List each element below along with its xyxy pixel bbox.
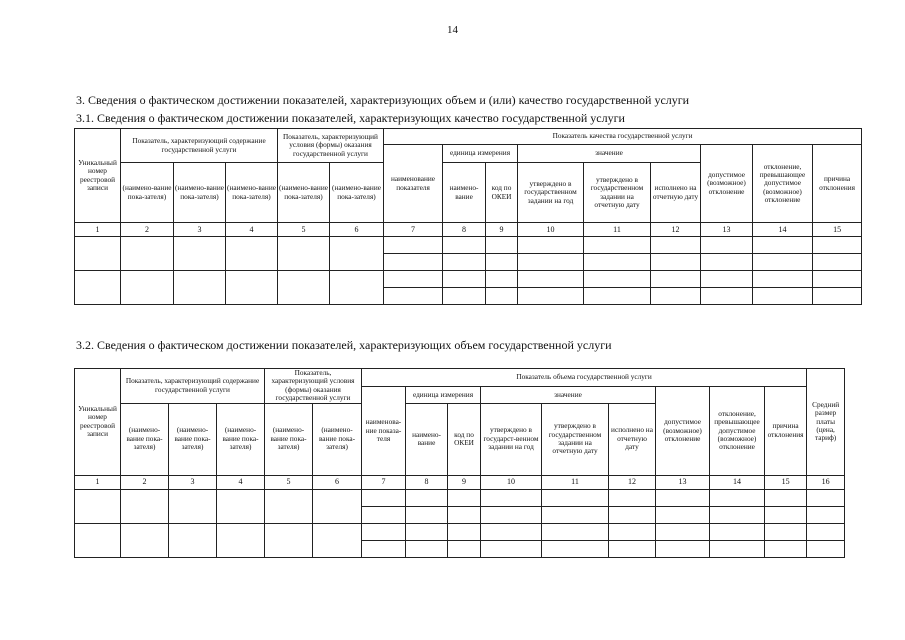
empty-cell (701, 288, 753, 305)
column-number: 4 (226, 223, 278, 237)
empty-cell (169, 489, 217, 523)
column-number: 11 (542, 475, 609, 489)
empty-cell (584, 237, 651, 254)
column-number: 15 (765, 475, 807, 489)
empty-cell (807, 506, 845, 523)
avg-fee-header: Средний размер платы (цена, тариф) (807, 369, 845, 476)
column-number: 8 (406, 475, 448, 489)
empty-cell (656, 540, 710, 557)
column-number: 12 (609, 475, 656, 489)
empty-cell (362, 506, 406, 523)
sub-indicator-name: (наимено-вание пока-зателя) (278, 163, 330, 223)
approved-year-header: утверждено в государственном задании на год (518, 163, 584, 223)
empty-cell (75, 523, 121, 557)
empty-cell (406, 489, 448, 506)
allowed-deviation-header: допустимое (возможное) отклонение (701, 145, 753, 223)
empty-cell (518, 288, 584, 305)
empty-cell (265, 489, 313, 523)
sub-indicator-name: (наимено-вание пока-зателя) (217, 403, 265, 475)
approved-date-header: утверждено в государственном задании на отчетную дату (542, 403, 609, 475)
empty-cell (710, 540, 765, 557)
sub-indicator-name: (наимено-вание пока-зателя) (226, 163, 278, 223)
empty-cell (174, 237, 226, 271)
column-number: 4 (217, 475, 265, 489)
empty-cell (121, 523, 169, 557)
empty-cell (443, 237, 486, 254)
okei-code-header: код по ОКЕИ (486, 163, 518, 223)
empty-cell (443, 271, 486, 288)
executed-date-header: исполнено на отчетную дату (651, 163, 701, 223)
empty-cell (406, 540, 448, 557)
empty-cell (265, 523, 313, 557)
column-number: 13 (656, 475, 710, 489)
table-row (75, 523, 845, 540)
content-indicator-header: Показатель, характеризующий содержание государственной услуги (121, 129, 278, 163)
empty-cell (443, 288, 486, 305)
sub-indicator-name: (наимено-вание пока-зателя) (121, 403, 169, 475)
approved-year-header: утверждено в государст-венном задании на год (481, 403, 542, 475)
empty-cell (765, 506, 807, 523)
column-number: 14 (710, 475, 765, 489)
empty-cell (330, 271, 384, 305)
column-number: 1 (75, 475, 121, 489)
empty-cell (542, 523, 609, 540)
empty-cell (174, 271, 226, 305)
section-3-2-title: 3.2. Сведения о фактическом достижении показателей, характеризующих объем государственной услуги (76, 338, 612, 352)
empty-cell (406, 506, 448, 523)
empty-cell (448, 506, 481, 523)
empty-cell (384, 237, 443, 254)
sub-indicator-name: (наимено-вание пока-зателя) (313, 403, 362, 475)
section-3-1-title: 3.1. Сведения о фактическом достижении показателей, характеризующих качество государственной услуги (76, 111, 625, 125)
empty-cell (651, 254, 701, 271)
empty-cell (701, 237, 753, 254)
column-number: 5 (278, 223, 330, 237)
empty-cell (753, 288, 813, 305)
empty-cell (609, 540, 656, 557)
empty-cell (542, 540, 609, 557)
empty-cell (278, 237, 330, 271)
table-row (75, 489, 845, 506)
empty-cell (609, 489, 656, 506)
sub-indicator-name: (наимено-вание пока-зателя) (169, 403, 217, 475)
empty-cell (609, 523, 656, 540)
column-number: 6 (330, 223, 384, 237)
column-number: 2 (121, 475, 169, 489)
empty-cell (807, 523, 845, 540)
column-number: 16 (807, 475, 845, 489)
empty-cell (753, 254, 813, 271)
volume-indicators-table (74, 368, 845, 558)
empty-cell (518, 254, 584, 271)
empty-cell (75, 489, 121, 523)
empty-cell (813, 271, 862, 288)
column-number: 7 (384, 223, 443, 237)
empty-cell (362, 489, 406, 506)
empty-cell (362, 523, 406, 540)
table-row (75, 271, 862, 288)
unit-header: единица измерения (406, 387, 481, 404)
empty-cell (226, 237, 278, 271)
empty-cell (765, 489, 807, 506)
unit-header: единица измерения (443, 145, 518, 163)
indicator-name-header: наименова-ние показа-теля (362, 387, 406, 476)
deviation-reason-header: причина отклонения (813, 145, 862, 223)
column-number: 3 (169, 475, 217, 489)
empty-cell (710, 506, 765, 523)
value-header: значение (481, 387, 656, 404)
empty-cell (443, 254, 486, 271)
page-number: 14 (447, 24, 458, 36)
empty-cell (330, 237, 384, 271)
exceeding-deviation-header: отклонение, превышающее допустимое (возможное) отклонение (753, 145, 813, 223)
empty-cell (753, 237, 813, 254)
empty-cell (710, 489, 765, 506)
empty-cell (518, 237, 584, 254)
empty-cell (813, 288, 862, 305)
quality-indicator-header: Показатель качества государственной услуги (384, 129, 862, 145)
empty-cell (278, 271, 330, 305)
conditions-indicator-header: Показатель, характеризующий условия (формы) оказания государственной услуги (265, 369, 362, 404)
empty-cell (121, 237, 174, 271)
empty-cell (486, 288, 518, 305)
empty-cell (710, 523, 765, 540)
empty-cell (584, 288, 651, 305)
empty-cell (75, 237, 121, 271)
conditions-indicator-header: Показатель, характеризующий условия (формы) оказания государственной услуги (278, 129, 384, 163)
empty-cell (481, 523, 542, 540)
sub-indicator-name: (наимено-вание пока-зателя) (174, 163, 226, 223)
empty-cell (384, 288, 443, 305)
column-number: 8 (443, 223, 486, 237)
volume-indicator-header: Показатель объема государственной услуги (362, 369, 807, 387)
empty-cell (486, 254, 518, 271)
empty-cell (656, 523, 710, 540)
empty-cell (542, 506, 609, 523)
approved-date-header: утверждено в государственном задании на отчетную дату (584, 163, 651, 223)
column-number: 6 (313, 475, 362, 489)
okei-code-header: код по ОКЕИ (448, 403, 481, 475)
value-header: значение (518, 145, 701, 163)
empty-cell (481, 506, 542, 523)
empty-cell (448, 489, 481, 506)
empty-cell (169, 523, 217, 557)
empty-cell (753, 271, 813, 288)
column-number: 2 (121, 223, 174, 237)
empty-cell (448, 540, 481, 557)
empty-cell (406, 523, 448, 540)
empty-cell (656, 489, 710, 506)
empty-cell (313, 523, 362, 557)
empty-cell (518, 271, 584, 288)
empty-cell (226, 271, 278, 305)
section-3-title: 3. Сведения о фактическом достижении показателей, характеризующих объем и (или) качество государственной услуги (76, 93, 690, 107)
sub-indicator-name: (наимено-вание пока-зателя) (265, 403, 313, 475)
column-number: 7 (362, 475, 406, 489)
empty-cell (313, 489, 362, 523)
empty-cell (813, 237, 862, 254)
deviation-reason-header: причина отклонения (765, 387, 807, 476)
column-number: 3 (174, 223, 226, 237)
content-indicator-header: Показатель, характеризующий содержание государственной услуги (121, 369, 265, 404)
empty-cell (765, 523, 807, 540)
column-number: 11 (584, 223, 651, 237)
quality-indicators-table (74, 128, 862, 305)
empty-cell (609, 506, 656, 523)
column-number: 12 (651, 223, 701, 237)
empty-cell (384, 254, 443, 271)
column-number: 9 (448, 475, 481, 489)
empty-cell (651, 288, 701, 305)
unique-number-header: Уникальный номер реестровой записи (75, 369, 121, 476)
empty-cell (362, 540, 406, 557)
empty-cell (813, 254, 862, 271)
empty-cell (217, 523, 265, 557)
column-number: 15 (813, 223, 862, 237)
empty-cell (121, 489, 169, 523)
empty-cell (486, 237, 518, 254)
empty-cell (481, 540, 542, 557)
table-row (75, 237, 862, 254)
empty-cell (486, 271, 518, 288)
empty-cell (217, 489, 265, 523)
exceeding-deviation-header: отклонение, превышающее допустимое (возможное) отклонение (710, 387, 765, 476)
unique-number-header: Уникальный номер реестровой записи (75, 129, 121, 223)
empty-cell (448, 523, 481, 540)
empty-cell (701, 271, 753, 288)
empty-cell (384, 271, 443, 288)
empty-cell (651, 237, 701, 254)
empty-cell (542, 489, 609, 506)
indicator-name-header: наименование показателя (384, 145, 443, 223)
empty-cell (75, 271, 121, 305)
column-number: 10 (481, 475, 542, 489)
column-number: 10 (518, 223, 584, 237)
unit-name-header: наимено-вание (443, 163, 486, 223)
column-number: 9 (486, 223, 518, 237)
empty-cell (481, 489, 542, 506)
sub-indicator-name: (наимено-вание пока-зателя) (121, 163, 174, 223)
column-number: 1 (75, 223, 121, 237)
empty-cell (807, 489, 845, 506)
allowed-deviation-header: допустимое (возможное) отклонение (656, 387, 710, 476)
column-number: 13 (701, 223, 753, 237)
empty-cell (656, 506, 710, 523)
executed-date-header: исполнено на отчетную дату (609, 403, 656, 475)
column-number: 5 (265, 475, 313, 489)
empty-cell (807, 540, 845, 557)
sub-indicator-name: (наимено-вание пока-зателя) (330, 163, 384, 223)
unit-name-header: наимено-вание (406, 403, 448, 475)
empty-cell (584, 271, 651, 288)
empty-cell (765, 540, 807, 557)
empty-cell (701, 254, 753, 271)
empty-cell (121, 271, 174, 305)
empty-cell (651, 271, 701, 288)
column-number: 14 (753, 223, 813, 237)
empty-cell (584, 254, 651, 271)
